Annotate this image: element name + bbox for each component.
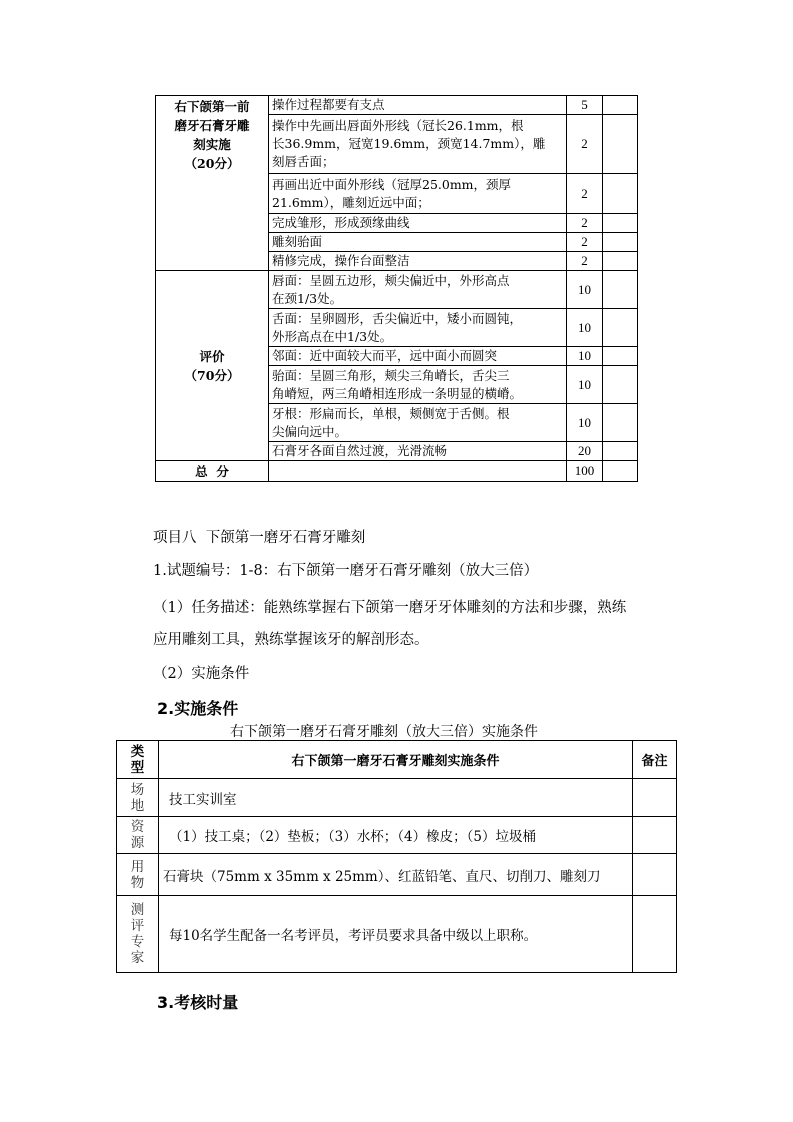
row-note xyxy=(633,817,677,854)
row-content: （1）技工桌；（2）垫板；（3）水杯；（4）橡皮；（5）垃圾桶 xyxy=(159,817,633,854)
score-points: 2 xyxy=(567,115,603,174)
row-type: 用 物 xyxy=(117,854,159,896)
score-blank xyxy=(603,252,638,271)
score-points: 2 xyxy=(567,252,603,271)
score-category: 右下颌第一前 磨牙石膏牙雕 刻实施 （20分） xyxy=(156,96,269,271)
score-blank xyxy=(603,461,638,482)
score-points: 20 xyxy=(567,442,603,461)
score-item: 再画出近中面外形线（冠厚25.0mm，颈厚 21.6mm），雕刻近远中面； xyxy=(269,174,567,214)
score-item: 精修完成，操作台面整洁 xyxy=(269,252,567,271)
score-item: 牙根：形扁而长，单根，颊侧宽于舌侧。根 尖偏向远中。 xyxy=(269,404,567,442)
section-3-title: 3.考核时量 xyxy=(157,993,239,1012)
score-category: 评价 （70分） xyxy=(156,271,269,461)
header-conditions: 右下颌第一磨牙石膏牙雕刻实施条件 xyxy=(159,741,633,779)
score-blank xyxy=(603,214,638,233)
row-content: 技工实训室 xyxy=(159,779,633,817)
score-item: 骀面：呈圆三角形，颊尖三角嵴长，舌尖三 角嵴短，两三角嵴相连形成一条明显的横嵴。 xyxy=(269,366,567,404)
score-item: 舌面：呈卵圆形，舌尖偏近中，矮小而圆钝， 外形高点在中1/3处。 xyxy=(269,309,567,347)
score-points: 2 xyxy=(567,174,603,214)
table-2-caption: 右下颌第一磨牙石膏牙雕刻（放大三倍）实施条件 xyxy=(230,724,538,740)
score-item: 唇面：呈圆五边形，颊尖偏近中，外形高点 在颈1/3处。 xyxy=(269,271,567,309)
conditions-row xyxy=(117,896,677,973)
header-notes: 备注 xyxy=(633,741,677,779)
score-blank xyxy=(603,347,638,366)
score-blank xyxy=(603,174,638,214)
project-heading: 项目八 下颌第一磨牙石膏牙雕刻 xyxy=(153,530,366,546)
row-note xyxy=(633,896,677,973)
task-description-line1: （1）任务描述：能熟练掌握右下颌第一磨牙牙体雕刻的方法和步骤，熟练 xyxy=(153,600,627,616)
task-description-line2: 应用雕刻工具，熟练掌握该牙的解剖形态。 xyxy=(153,632,429,648)
scoring-table xyxy=(155,95,638,482)
score-blank xyxy=(269,461,567,482)
score-item: 操作中先画出唇面外形线（冠长26.1mm，根 长36.9mm，冠宽19.6mm，颈宽14.7mm），雕 刻唇舌面； xyxy=(269,115,567,174)
score-points: 10 xyxy=(567,347,603,366)
score-total-row xyxy=(156,461,638,482)
row-type: 资 源 xyxy=(117,817,159,854)
total-label: 总 分 xyxy=(156,461,269,482)
score-points: 10 xyxy=(567,366,603,404)
conditions-row xyxy=(117,854,677,896)
score-item: 操作过程都要有支点 xyxy=(269,96,567,115)
score-blank xyxy=(603,233,638,252)
conditions-subheading: （2）实施条件 xyxy=(153,666,250,682)
score-item: 雕刻骀面 xyxy=(269,233,567,252)
score-points: 10 xyxy=(567,309,603,347)
score-blank xyxy=(603,309,638,347)
row-content: 每10名学生配备一名考评员，考评员要求具备中级以上职称。 xyxy=(159,896,633,973)
row-note xyxy=(633,854,677,896)
score-row xyxy=(156,271,638,309)
score-item: 石膏牙各面自然过渡，光滑流畅 xyxy=(269,442,567,461)
score-item: 完成雏形，形成颈缘曲线 xyxy=(269,214,567,233)
score-item: 邻面：近中面较大而平，远中面小而圆突 xyxy=(269,347,567,366)
exam-number: 1.试题编号：1-8：右下颌第一磨牙石膏牙雕刻（放大三倍） xyxy=(153,563,539,579)
score-blank xyxy=(603,366,638,404)
header-type: 类 型 xyxy=(117,741,159,779)
row-type: 场 地 xyxy=(117,779,159,817)
score-blank xyxy=(603,404,638,442)
score-points: 5 xyxy=(567,96,603,115)
row-note xyxy=(633,779,677,817)
conditions-row xyxy=(117,817,677,854)
conditions-row xyxy=(117,779,677,817)
row-type: 测 评 专 家 xyxy=(117,896,159,973)
score-blank xyxy=(603,96,638,115)
score-points: 2 xyxy=(567,233,603,252)
score-points: 10 xyxy=(567,271,603,309)
score-points: 10 xyxy=(567,404,603,442)
score-blank xyxy=(603,271,638,309)
conditions-table xyxy=(116,740,677,973)
row-content: 石膏块（75mm x 35mm x 25mm）、红蓝铅笔、直尺、切削刀、雕刻刀 xyxy=(159,854,633,896)
total-points: 100 xyxy=(567,461,603,482)
score-blank xyxy=(603,115,638,174)
section-2-title: 2.实施条件 xyxy=(157,699,239,718)
score-points: 2 xyxy=(567,214,603,233)
score-row xyxy=(156,96,638,115)
conditions-header-row xyxy=(117,741,677,779)
score-blank xyxy=(603,442,638,461)
